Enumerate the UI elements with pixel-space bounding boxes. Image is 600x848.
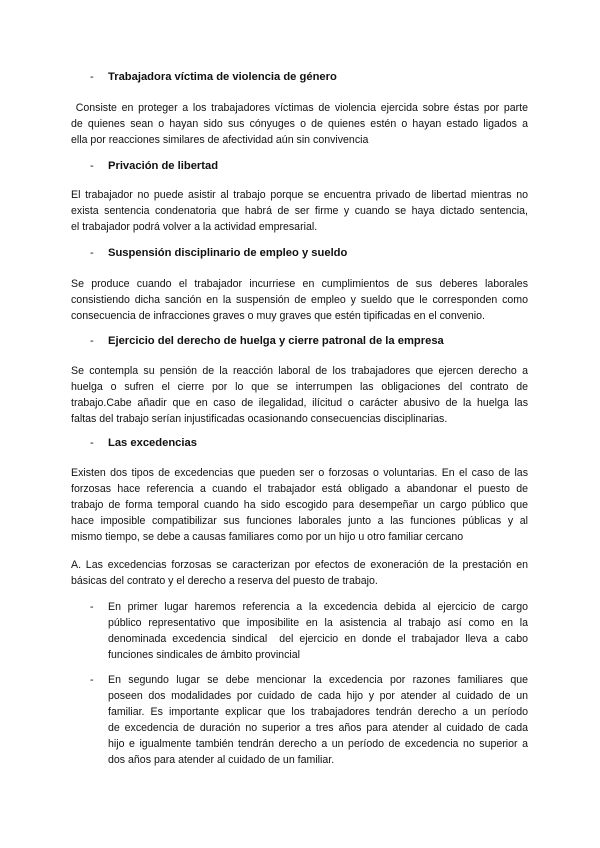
- bullet-dash: -: [90, 674, 94, 686]
- paragraph-line: forzosas hace referencia a cuando el trabajador está obligado a abandonar el puesto de: [71, 483, 528, 495]
- bullet-dash: -: [90, 601, 94, 613]
- bullet-dash: -: [90, 437, 94, 449]
- heading-text: Privación de libertad: [108, 160, 219, 172]
- bullet-line: poseen dos modalidades por cuidado de cada hijo y por atender al cuidado de un: [108, 690, 528, 702]
- bullet-line: En segundo lugar se debe mencionar la excedencia por razones familiares que: [108, 674, 528, 686]
- paragraph-line: mismo tiempo, se debe a causas familiares como por un hijo u otro familiar cercano: [71, 531, 464, 543]
- paragraph-line: ella por reacciones similares de afectividad aún sin convivencia: [71, 134, 369, 146]
- section-heading-privacion-libertad: [90, 160, 218, 172]
- paragraph-line: trabajo de forma temporal cuando ha sido escogido para desempeñar un cargo público que: [71, 499, 528, 511]
- paragraph-line: Consiste en proteger a los trabajadores víctimas de violencia ejercida sobre éstas por parte: [71, 102, 528, 114]
- bullet-line: familiar. Es importante explicar que los trabajadores tendrán derecho a un período: [108, 706, 528, 718]
- section-heading-violencia-genero: [90, 71, 337, 83]
- paragraph-line: consecuencia de infracciones graves o muy graves que estén tipificadas en el convenio.: [71, 310, 485, 322]
- paragraph-line: exista sentencia condenatoria que habrá de ser firme y cuando se haya dictado sentencia,: [71, 205, 528, 217]
- paragraph-line: Se contempla su pensión de la reacción laboral de los trabajadores que ejercen derecho a: [71, 365, 528, 377]
- bullet-line: En primer lugar haremos referencia a la excedencia debida al ejercicio de cargo: [108, 601, 528, 613]
- section-paragraph-excedencias: [71, 465, 528, 545]
- section-heading-huelga-cierre: [90, 335, 444, 347]
- section-heading-excedencias: [90, 437, 197, 449]
- bullet-dash: -: [90, 247, 94, 259]
- bullet-line: público representativo que imposibilite en la asistencia al trabajo así como en la: [108, 617, 528, 629]
- bullet-dash: -: [90, 160, 94, 172]
- paragraph-line: A. Las excedencias forzosas se caracterizan por efectos de exoneración de la prestación en: [71, 559, 528, 571]
- paragraph-line: trabajo.Cabe añadir que en caso de ilegalidad, ilícitud o carácter abusivo de la huelga las: [71, 397, 528, 409]
- section-paragraph-suspension-disciplinaria: [71, 276, 528, 324]
- paragraph-line: hace imposible compatibilizar sus funciones laborales junto a las funciones públicas y al: [71, 515, 528, 527]
- heading-text: Las excedencias: [108, 437, 197, 449]
- bullet-line: denominada excedencia sindical del ejercicio en donde el trabajador lleva a cabo: [108, 633, 528, 645]
- bullet-line: de excedencia de duración no superior a tres años para atender al cuidado de cada: [108, 722, 528, 734]
- paragraph-line: El trabajador no puede asistir al trabajo porque se encuentra privado de libertad mientras no: [71, 189, 528, 201]
- paragraph-line: básicas del contrato y el derecho a reserva del puesto de trabajo.: [71, 575, 378, 587]
- paragraph-line: de quienes sean o hayan sido sus cónyuges o de quienes estén o hayan estado ligados a: [71, 118, 528, 130]
- heading-text: Trabajadora víctima de violencia de género: [108, 71, 337, 83]
- heading-text: Suspensión disciplinario de empleo y sueldo: [108, 247, 348, 259]
- section-paragraph-violencia-genero: [71, 100, 528, 148]
- bullet-line: hijo e igualmente también tendrán derecho a un período de excedencia no superior a: [108, 738, 528, 750]
- section-paragraph-huelga-cierre: [71, 363, 528, 427]
- bullet-dash: -: [90, 71, 94, 83]
- bullet-line: dos años para atender al cuidado de un familiar.: [108, 754, 335, 766]
- paragraph-line: huelga o sufren el cierre por lo que se interrumpen las obligaciones del contrato de: [71, 381, 528, 393]
- bullet-dash: -: [90, 335, 94, 347]
- paragraph-excedencias-forzosas: [71, 557, 528, 589]
- paragraph-line: el trabajador podrá volver a la actividad empresarial.: [71, 221, 318, 233]
- bullet-line: funciones sindicales de ámbito provincial: [108, 649, 300, 661]
- paragraph-line: Se produce cuando el trabajador incurriese en cumplimientos de sus deberes laborales: [71, 278, 528, 290]
- paragraph-line: Existen dos tipos de excedencias que pueden ser o forzosas o voluntarias. En el caso de las: [71, 467, 528, 479]
- paragraph-line: faltas del trabajo serían injustificadas ocasionando consecuencias disciplinarias.: [71, 413, 448, 425]
- paragraph-line: consistiendo dicha sanción en la suspensión de empleo y sueldo que le corresponden como: [71, 294, 528, 306]
- bullet-item-razones-familiares: [90, 672, 528, 768]
- heading-text: Ejercicio del derecho de huelga y cierre patronal de la empresa: [108, 335, 444, 347]
- bullet-item-cargo-publico: [90, 599, 528, 663]
- section-heading-suspension-disciplinaria: [90, 247, 347, 259]
- section-paragraph-privacion-libertad: [71, 187, 528, 235]
